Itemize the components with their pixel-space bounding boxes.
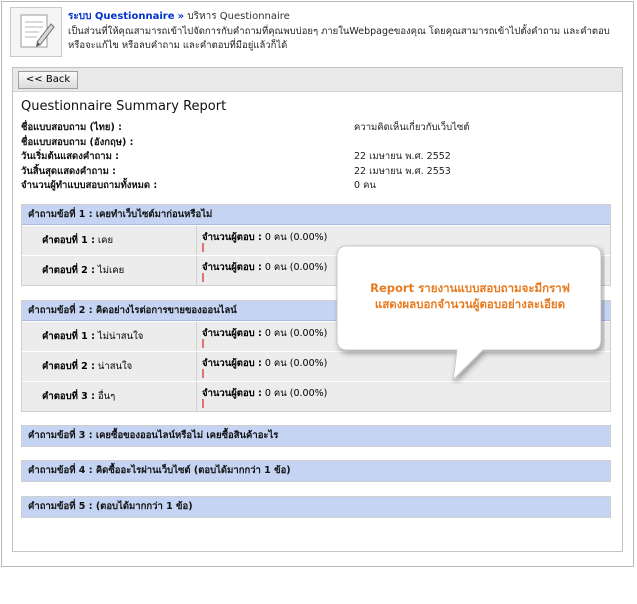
stat-value: 0 คน (0.00%) [264,232,328,243]
breadcrumb [68,9,290,24]
stat-value: 0 คน (0.00%) [264,262,328,273]
answer-stat [202,386,327,401]
answer-text: ไม่เคย [97,265,125,276]
answer-stat [202,260,327,275]
answer-stat [202,326,327,341]
question-header: คำถามข้อที่ 2 : คิดอย่างไรต่อการขายของออนไลน์ [22,301,610,321]
answer-text: น่าสนใจ [97,361,133,372]
header-description: เป็นส่วนที่ให้คุณสามารถเข้าไปจัดการกับคำถามที่คุณพบบ่อยๆ ภายในWebpageของคุณ โดยคุณสามารถเข้าไปตั้งคำถาม และคำตอบ หรือจะแก้ไข หรือลบคำถาม และคำตอบที่มีอยู่แล้วก็ได้ [68,26,610,51]
info-row-name-en [21,135,611,150]
answer-bar [202,243,204,252]
info-label: ชื่อแบบสอบถาม (ไทย) : [21,122,122,133]
callout-shape [333,244,605,384]
info-value: 22 เมษายน พ.ศ. 2553 [354,165,451,177]
callout-line-2: แสดงผลบอกจำนวนผู้ตอบอย่างละเอียด [374,297,566,311]
answer-label [42,352,197,382]
stat-label: จำนวนผู้ตอบ : [202,328,262,339]
info-row-total-respondents [21,178,611,193]
answer-label [42,256,197,286]
answer-number: คำตอบที่ 2 : [42,265,95,276]
stat-label: จำนวนผู้ตอบ : [202,358,262,369]
answer-bar [202,273,204,282]
report-title: Questionnaire Summary Report [21,99,227,114]
questionnaire-icon [10,7,62,57]
answer-label [42,382,197,412]
question-header: คำถามข้อที่ 4 : คิดซื้ออะไรผ่านเว็บไซต์ (ตอบได้มากกว่า 1 ข้อ) [22,461,610,481]
answer-number: คำตอบที่ 1 : [42,331,95,342]
answer-stat [202,356,327,371]
answer-number: คำตอบที่ 2 : [42,361,95,372]
question-block-3 [21,425,611,447]
answer-number: คำตอบที่ 3 : [42,391,95,402]
toolbar [13,68,622,92]
question-header: คำถามข้อที่ 3 : เคยซื้อของออนไลน์หรือไม่ เคยซื้อสินค้าอะไร [22,426,610,446]
answer-label [42,226,197,256]
question-header: คำถามข้อที่ 1 : เคยทำเว็บไซต์มาก่อนหรือไม่ [22,205,610,225]
answer-label [42,322,197,352]
callout-line-1: Report รายงานแบบสอบถามจะมีกราฟ [370,281,570,295]
info-row-end-date [21,164,611,179]
question-block-5 [21,496,611,518]
info-value: 22 เมษายน พ.ศ. 2552 [354,151,451,162]
info-label: วันเริ่มต้นแสดงคำถาม : [21,151,119,162]
stat-value: 0 คน (0.00%) [264,328,328,339]
stat-label: จำนวนผู้ตอบ : [202,262,262,273]
question-header: คำถามข้อที่ 5 : (ตอบได้มากกว่า 1 ข้อ) [22,497,610,517]
info-row-start-date [21,149,611,164]
stat-value: 0 คน (0.00%) [264,358,328,369]
stat-value: 0 คน (0.00%) [264,388,328,399]
info-value: ความคิดเห็นเกี่ยวกับเว็บไซต์ [354,122,470,133]
breadcrumb-separator: » [177,11,185,22]
answer-text: เคย [97,235,114,246]
answer-row [22,381,610,411]
info-row-name-th [21,120,611,135]
callout-bubble [333,244,605,352]
question-block-4 [21,460,611,482]
stat-label: จำนวนผู้ตอบ : [202,388,262,399]
answer-stat [202,230,327,245]
answer-bar [202,399,204,408]
answer-bar [202,339,204,348]
answer-text: ไม่น่าสนใจ [97,331,144,342]
answer-text: อื่นๆ [97,391,116,402]
info-grid [21,120,611,193]
back-button[interactable]: << Back [18,71,78,89]
breadcrumb-link[interactable]: ระบบ Questionnaire [68,11,175,22]
info-label: ชื่อแบบสอบถาม (อังกฤษ) : [21,136,134,148]
stat-label: จำนวนผู้ตอบ : [202,232,262,243]
answer-bar [202,369,204,378]
info-value: 0 คน [354,180,376,191]
callout-text [345,280,595,312]
page-header [6,5,630,59]
info-label: วันสิ้นสุดแสดงคำถาม : [21,165,116,177]
answer-number: คำตอบที่ 1 : [42,235,95,246]
info-label: จำนวนผู้ทำแบบสอบถามทั้งหมด : [21,180,158,191]
breadcrumb-current: บริหาร Questionnaire [187,11,290,22]
